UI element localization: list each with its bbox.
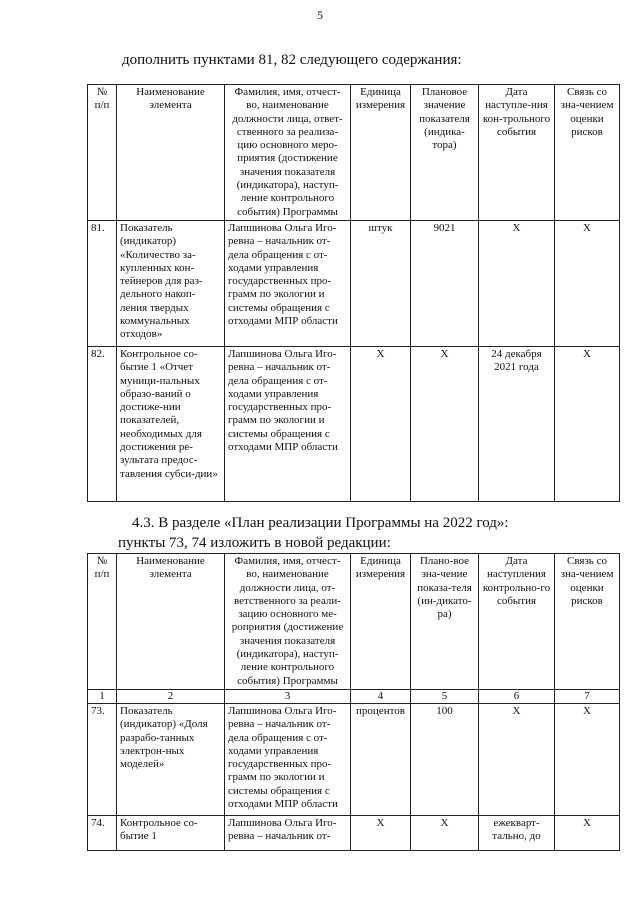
row-unit: Х: [351, 346, 411, 501]
row-person: Лапшинова Ольга Иго-ревна – начальник от-: [225, 816, 351, 851]
row-plan: 9021: [411, 220, 479, 346]
row-risk: Х: [555, 346, 620, 501]
row-plan: 100: [411, 704, 479, 816]
intro-text: дополнить пунктами 81, 82 следующего содержания:: [122, 52, 462, 68]
row-person: Лапшинова Ольга Иго-ревна – начальник от-дела обращения с от-ходами управления государственных про-грамм по экологии и системы обращения с отходами МПР области: [225, 220, 351, 346]
row-name: Контрольное со-бытие 1 «Отчет муници-пальных образо-ваний о достиже-нии показателей, необходимых для достижения ре-зультата предос-тавления субси-дии»: [117, 346, 225, 501]
header-date: Дата наступле-ния кон-трольного события: [479, 85, 555, 221]
col-number: 3: [225, 690, 351, 704]
row-name: Контрольное со-бытие 1: [117, 816, 225, 851]
table-row: [88, 704, 620, 816]
header-num: № п/п: [88, 85, 117, 221]
col-number: 1: [88, 690, 117, 704]
header-date: Дата наступления контрольно-го события: [479, 554, 555, 690]
header-risk: Связь со зна-чением оценки рисков: [555, 85, 620, 221]
row-risk: Х: [555, 816, 620, 851]
row-person: Лапшинова Ольга Иго-ревна – начальник от-дела обращения с от-ходами управления государственных про-грамм по экологии и системы обращения с отходами МПР области: [225, 704, 351, 816]
col-number: 2: [117, 690, 225, 704]
row-num: 81.: [88, 220, 117, 346]
table-row: [88, 816, 620, 851]
header-unit: Единица измерения: [351, 554, 411, 690]
header-plan: Плано-вое зна-чение показа-теля (ин-дикато-ра): [411, 554, 479, 690]
row-name: Показатель (индикатор) «Доля разрабо-танных электрон-ных моделей»: [117, 704, 225, 816]
row-unit: процентов: [351, 704, 411, 816]
row-name: Показатель (индикатор) «Количество за-купленных кон-тейнеров для раз-дельного накоп-ления твердых коммунальных отходов»: [117, 220, 225, 346]
table-row: [88, 220, 620, 346]
row-plan: Х: [411, 816, 479, 851]
col-number: 6: [479, 690, 555, 704]
table-plan-2022: [87, 553, 620, 851]
row-date: 24 декабря 2021 года: [479, 346, 555, 501]
row-num: 74.: [88, 816, 117, 851]
header-plan: Плановое значение показателя (индика-тора): [411, 85, 479, 221]
col-number: 4: [351, 690, 411, 704]
table-header-row: [88, 554, 620, 690]
row-date: ежекварт-тально, до: [479, 816, 555, 851]
row-num: 73.: [88, 704, 117, 816]
row-unit: Х: [351, 816, 411, 851]
row-person: Лапшинова Ольга Иго-ревна – начальник от-дела обращения с от-ходами управления государственных про-грамм по экологии и системы обращения с отходами МПР области: [225, 346, 351, 501]
row-risk: Х: [555, 704, 620, 816]
section-heading-line1: 4.3. В разделе «План реализации Программы на 2022 год»:: [132, 515, 509, 531]
page-number: 5: [317, 8, 323, 22]
header-num: № п/п: [88, 554, 117, 690]
table-header-row: [88, 85, 620, 221]
header-person: Фамилия, имя, отчест-во, наименование должности лица, от-ветственного за реали-зацию основного ме-роприятия (достижение значения показателя (индикатора), наступ-ление контрольного события) Программы: [225, 554, 351, 690]
header-unit: Единица измерения: [351, 85, 411, 221]
row-date: Х: [479, 220, 555, 346]
table-plan-2021: [87, 84, 620, 502]
row-unit: штук: [351, 220, 411, 346]
column-number-row: [88, 690, 620, 704]
header-person: Фамилия, имя, отчест-во, наименование должности лица, ответ-ственного за реализа-цию основного меро-приятия (достижение значения показателя (индикатора), наступ-ление контрольного события) Программы: [225, 85, 351, 221]
table-row: [88, 346, 620, 501]
col-number: 5: [411, 690, 479, 704]
header-name: Наименование элемента: [117, 554, 225, 690]
row-date: Х: [479, 704, 555, 816]
section-heading-line2: пункты 73, 74 изложить в новой редакции:: [118, 535, 391, 551]
row-num: 82.: [88, 346, 117, 501]
header-risk: Связь со зна-чением оценки рисков: [555, 554, 620, 690]
col-number: 7: [555, 690, 620, 704]
row-plan: Х: [411, 346, 479, 501]
header-name: Наименование элемента: [117, 85, 225, 221]
row-risk: Х: [555, 220, 620, 346]
